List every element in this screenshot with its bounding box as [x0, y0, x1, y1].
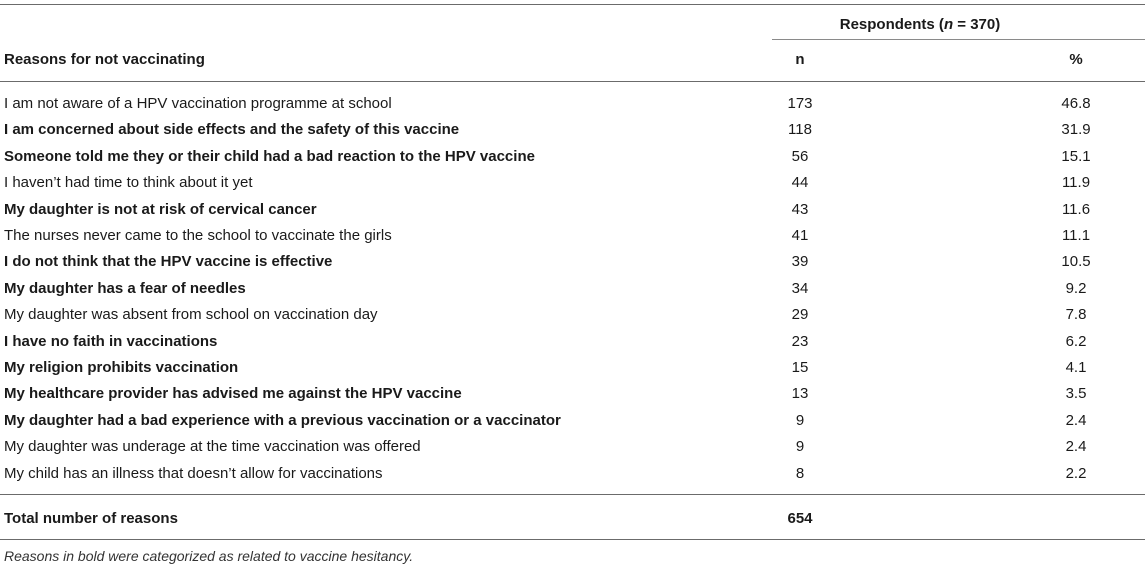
row-reason: I do not think that the HPV vaccine is effective: [4, 253, 333, 270]
row-reason: I have no faith in vaccinations: [4, 333, 218, 350]
row-reason: My daughter was absent from school on vaccination day: [4, 306, 378, 323]
row-reason: Someone told me they or their child had a bad reaction to the HPV vaccine: [4, 148, 535, 165]
header-rule: [0, 81, 1145, 82]
row-percent: 10.5: [1061, 253, 1091, 270]
row-percent: 7.8: [1065, 306, 1087, 323]
row-n: 29: [791, 306, 809, 323]
respondents-underline: [772, 39, 1145, 40]
row-percent: 31.9: [1061, 121, 1091, 138]
row-reason: My daughter had a bad experience with a previous vaccination or a vaccinator: [4, 412, 561, 429]
row-n: 41: [791, 227, 809, 244]
respondents-group-header: Respondents (n = 370): [839, 16, 1001, 33]
row-percent: 9.2: [1065, 280, 1087, 297]
row-percent: 2.4: [1065, 438, 1087, 455]
row-reason: My religion prohibits vaccination: [4, 359, 239, 376]
row-n: 173: [787, 95, 813, 112]
row-percent: 3.5: [1065, 385, 1087, 402]
row-reason: My daughter was underage at the time vaccination was offered: [4, 438, 421, 455]
row-n: 9: [795, 412, 805, 429]
row-reason: I am not aware of a HPV vaccination programme at school: [4, 95, 392, 112]
header-reasons: Reasons for not vaccinating: [4, 51, 205, 68]
row-n: 39: [791, 253, 809, 270]
row-reason: The nurses never came to the school to vaccinate the girls: [4, 227, 392, 244]
row-n: 13: [791, 385, 809, 402]
row-n: 15: [791, 359, 809, 376]
row-n: 23: [791, 333, 809, 350]
row-n: 9: [795, 438, 805, 455]
row-n: 118: [788, 121, 812, 138]
row-percent: 6.2: [1065, 333, 1087, 350]
row-n: 56: [791, 148, 809, 165]
row-reason: I am concerned about side effects and the safety of this vaccine: [4, 121, 460, 138]
row-percent: 11.9: [1061, 174, 1091, 191]
row-n: 8: [795, 465, 805, 482]
bottom-rule: [0, 539, 1145, 540]
row-percent: 4.1: [1065, 359, 1087, 376]
row-percent: 11.6: [1061, 201, 1091, 218]
row-n: 44: [791, 174, 809, 191]
top-rule: [0, 4, 1145, 5]
row-reason: My daughter is not at risk of cervical cancer: [4, 201, 317, 218]
row-reason: My healthcare provider has advised me against the HPV vaccine: [4, 385, 462, 402]
row-percent: 15.1: [1061, 148, 1091, 165]
footnote: Reasons in bold were categorized as related to vaccine hesitancy.: [4, 548, 414, 564]
row-reason: My child has an illness that doesn’t allow for vaccinations: [4, 465, 383, 482]
total-label: Total number of reasons: [4, 510, 178, 527]
row-percent: 2.2: [1065, 465, 1087, 482]
row-percent: 11.1: [1061, 227, 1091, 244]
header-n: n: [795, 51, 805, 68]
total-n: 654: [787, 510, 813, 527]
row-reason: My daughter has a fear of needles: [4, 280, 246, 297]
row-percent: 46.8: [1061, 95, 1091, 112]
row-n: 43: [791, 201, 809, 218]
total-rule: [0, 494, 1145, 495]
row-percent: 2.4: [1065, 412, 1087, 429]
row-reason: I haven’t had time to think about it yet: [4, 174, 253, 191]
header-percent: %: [1069, 51, 1083, 68]
row-n: 34: [791, 280, 809, 297]
